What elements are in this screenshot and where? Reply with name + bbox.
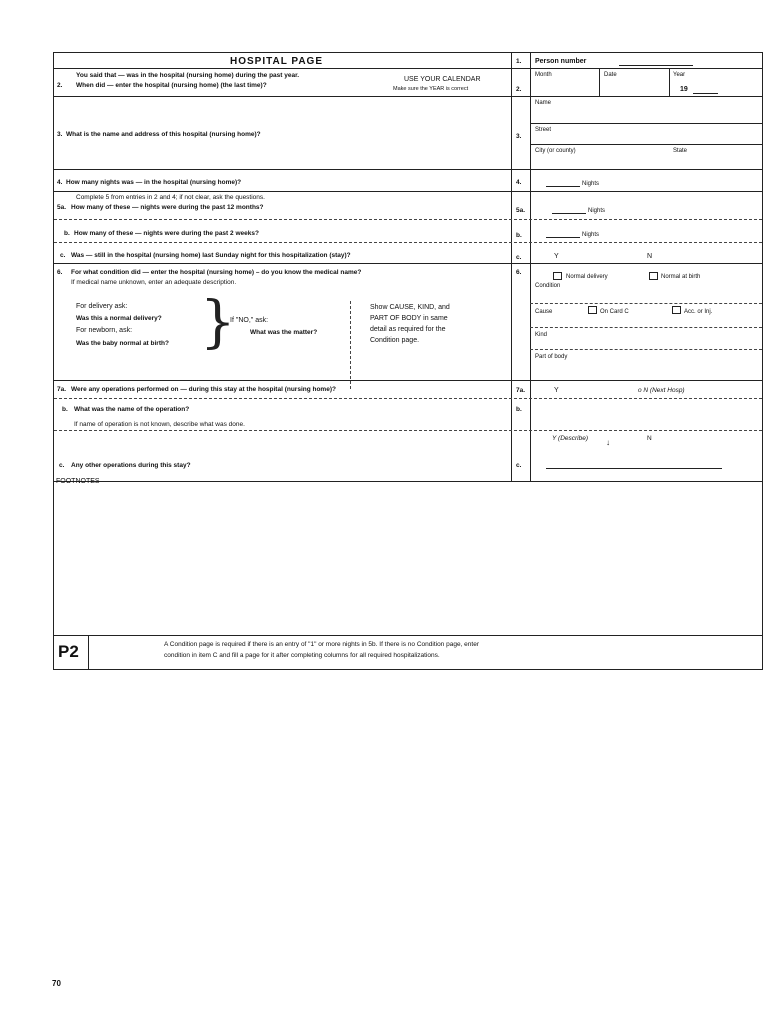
item-number: 1. [516, 58, 522, 65]
q6-number: 6. [57, 269, 63, 276]
kind-field-line[interactable] [530, 349, 762, 350]
q5b-nights-field[interactable] [546, 237, 580, 238]
name-label: Name [535, 100, 552, 106]
hospital-page-form [53, 52, 763, 670]
q4-text: How many nights was — in the hospital (nursing home)? [66, 179, 242, 186]
name-field-line[interactable] [530, 123, 762, 124]
normal-at-birth-checkbox[interactable] [649, 272, 658, 280]
q7a-no-next[interactable]: o N (Next Hosp) [638, 387, 685, 394]
q2-answer-number: 2. [516, 86, 522, 93]
operation-name-field[interactable] [54, 430, 762, 431]
q7a-number: 7a. [57, 386, 67, 393]
q3-text: What is the name and address of this hospital (nursing home)? [66, 131, 261, 138]
q6-line1: For what condition did — enter the hospital (nursing home) – do you know the medical name? [71, 269, 362, 276]
q7b-number: b. [62, 406, 68, 413]
normal-delivery-question: Was this a normal delivery? [76, 315, 162, 322]
q7b-no[interactable]: N [647, 435, 652, 442]
person-number-label: Person number [535, 58, 587, 65]
show-cause-line3: detail as required for the [370, 326, 446, 333]
q4-nights-field[interactable] [546, 186, 580, 187]
q5b-number: b. [64, 230, 70, 237]
column-divider-right [530, 53, 531, 481]
street-field-line[interactable] [530, 144, 762, 145]
show-cause-line1: Show CAUSE, KIND, and [370, 304, 450, 311]
q5c-answer-number: c. [516, 254, 522, 261]
q7b-note: If name of operation is not known, describe what was done. [74, 421, 245, 428]
footer-line1: A Condition page is required if there is an entry of "1" or more nights in 5b. If there is no Condition page, enter [164, 641, 479, 648]
q7a-yes[interactable]: Y [554, 387, 559, 394]
footer-line2: condition in item C and fill a page for it after completing columns for all required hospitalizations. [164, 652, 440, 659]
q5a-nights-label: Nights [588, 208, 606, 214]
if-no-ask: If "NO," ask: [230, 317, 269, 324]
calendar-note: USE YOUR CALENDAR [404, 76, 481, 83]
q3-number: 3. [57, 131, 63, 138]
year-note: Make sure the YEAR is correct [393, 86, 469, 92]
cause-label: Cause [535, 309, 553, 315]
column-divider [511, 53, 512, 481]
normal-delivery-checkbox[interactable] [553, 272, 562, 280]
show-cause-line2: PART OF BODY in same [370, 315, 448, 322]
q5-instruction: Complete 5 from entries in 2 and 4; if not clear, ask the questions. [76, 194, 265, 201]
q4-nights-label: Nights [582, 181, 600, 187]
right-brace: } [200, 290, 236, 355]
acc-inj-label: Acc. or Inj. [684, 309, 713, 315]
kind-label: Kind [535, 332, 548, 338]
page-title: HOSPITAL PAGE [230, 56, 324, 67]
q5b-text: How many of these — nights were during the past 2 weeks? [74, 230, 259, 237]
q7b-text: What was the name of the operation? [74, 406, 190, 413]
q6-line2: If medical name unknown, enter an adequate description. [71, 279, 237, 286]
q7a-text: Were any operations performed on — during this stay at the hospital (nursing home)? [71, 386, 336, 393]
q4-number: 4. [57, 179, 63, 186]
part-of-body-label: Part of body [535, 354, 568, 360]
year-prefix: 19 [680, 86, 688, 93]
condition-label: Condition [535, 283, 561, 289]
q5c-text: Was — still in the hospital (nursing home) last Sunday night for this hospitalization (stay)? [71, 252, 351, 259]
page-code: P2 [58, 642, 79, 661]
q4-answer-number: 4. [516, 179, 522, 186]
q7c-answer-number: c. [516, 462, 522, 469]
footnotes-area[interactable] [54, 489, 762, 635]
q7c-answer-field[interactable] [546, 468, 722, 469]
street-label: Street [535, 127, 552, 133]
normal-birth-question: Was the baby normal at birth? [76, 340, 169, 347]
q7c-text: Any other operations during this stay? [71, 462, 191, 469]
q2-line2: When did — enter the hospital (nursing home) (the last time)? [76, 82, 267, 89]
delivery-ask: For delivery ask: [76, 303, 128, 310]
describe-option[interactable]: Y (Describe) [552, 435, 589, 442]
q7b-answer-number: b. [516, 406, 522, 413]
q5c-number: c. [60, 252, 66, 259]
on-card-c-label: On Card C [600, 309, 629, 315]
normal-delivery-label: Normal delivery [566, 274, 608, 280]
state-label: State [673, 148, 688, 154]
matter-question: What was the matter? [250, 329, 318, 336]
q7a-answer-number: 7a. [516, 387, 526, 394]
q5a-text: How many of these — nights were during the past 12 months? [71, 204, 264, 211]
page-number: 70 [52, 979, 61, 988]
year-label: Year [673, 72, 686, 78]
q5c-yes[interactable]: Y [554, 253, 559, 260]
month-label: Month [535, 72, 552, 78]
normal-at-birth-label: Normal at birth [661, 274, 701, 280]
q7c-number: c. [59, 462, 65, 469]
q5a-number: 5a. [57, 204, 67, 211]
q5b-nights-label: Nights [582, 232, 600, 238]
show-cause-line4: Condition page. [370, 337, 420, 344]
condition-field-line[interactable] [530, 303, 762, 304]
date-label: Date [604, 72, 617, 78]
q3-answer-number: 3. [516, 133, 522, 140]
q2-number: 2. [57, 82, 63, 89]
newborn-ask: For newborn, ask: [76, 327, 133, 334]
arrow-down-icon: ↓ [606, 438, 610, 447]
q5c-no[interactable]: N [647, 253, 653, 260]
person-number-field[interactable] [619, 65, 693, 66]
q6-answer-number: 6. [516, 269, 522, 276]
acc-inj-checkbox[interactable] [672, 306, 681, 314]
city-label: City (or county) [535, 148, 576, 154]
cause-field-line[interactable] [530, 327, 762, 328]
q5a-answer-number: 5a. [516, 207, 526, 214]
year-field[interactable] [693, 93, 718, 94]
on-card-c-checkbox[interactable] [588, 306, 597, 314]
q5a-nights-field[interactable] [552, 213, 586, 214]
footnotes-label: FOOTNOTES [56, 478, 100, 485]
q2-line1: You said that — was in the hospital (nursing home) during the past year. [76, 72, 300, 79]
q5b-answer-number: b. [516, 232, 522, 239]
